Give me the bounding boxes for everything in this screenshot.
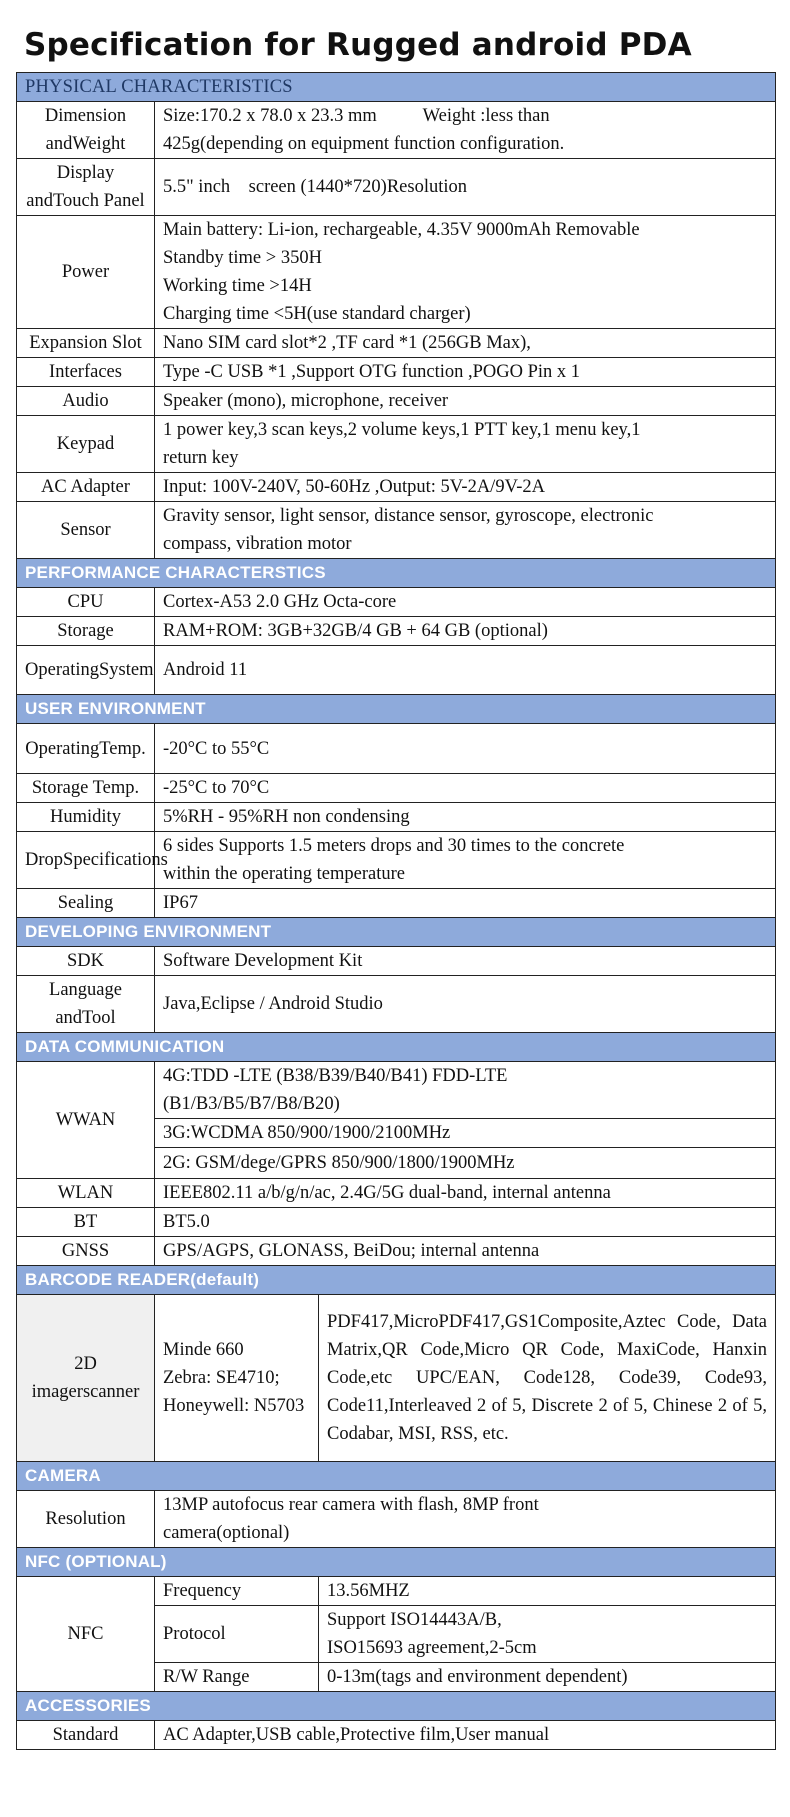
row-storage: [17, 617, 776, 646]
row-operating-temp: [17, 724, 776, 774]
row-value: 2G: GSM/dege/GPRS 850/900/1800/1900MHz: [155, 1148, 776, 1179]
row-label: Display andTouch Panel: [17, 159, 155, 216]
sub-label: R/W Range: [155, 1663, 319, 1692]
row-label: Power: [17, 216, 155, 329]
row-label: Dimension andWeight: [17, 102, 155, 159]
row-value: -20°C to 55°C: [155, 724, 776, 774]
row-value: IP67: [155, 889, 776, 918]
row-value: GPS/AGPS, GLONASS, BeiDou; internal antenna: [155, 1237, 776, 1266]
row-value: 0-13m(tags and environment dependent): [319, 1663, 776, 1692]
row-display: [17, 159, 776, 216]
section-header-data-communication: DATA COMMUNICATION: [17, 1033, 776, 1062]
row-value: Main battery: Li-ion, rechargeable, 4.35V 9000mAh Removable Standby time > 350H Working time >14H Charging time <5H(use standard charger): [155, 216, 776, 329]
row-label: NFC: [17, 1577, 155, 1692]
row-cpu: [17, 588, 776, 617]
row-label: Sensor: [17, 502, 155, 559]
row-humidity: [17, 803, 776, 832]
row-value: Java,Eclipse / Android Studio: [155, 976, 776, 1033]
row-interfaces: [17, 358, 776, 387]
row-storage-temp: [17, 774, 776, 803]
row-value: Gravity sensor, light sensor, distance sensor, gyroscope, electronic compass, vibration motor: [155, 502, 776, 559]
row-label: 2D imagerscanner: [17, 1295, 155, 1462]
row-label: Interfaces: [17, 358, 155, 387]
row-value: IEEE802.11 a/b/g/n/ac, 2.4G/5G dual-band, internal antenna: [155, 1179, 776, 1208]
row-value: Input: 100V-240V, 50-60Hz ,Output: 5V-2A/9V-2A: [155, 473, 776, 502]
row-drop: [17, 832, 776, 889]
row-keypad: [17, 416, 776, 473]
section-header-user-environment: USER ENVIRONMENT: [17, 695, 776, 724]
row-value: 1 power key,3 scan keys,2 volume keys,1 PTT key,1 menu key,1 return key: [155, 416, 776, 473]
row-value: 4G:TDD -LTE (B38/B39/B40/B41) FDD-LTE (B1/B3/B5/B7/B8/B20): [155, 1062, 776, 1119]
row-value: 13.56MHZ: [319, 1577, 776, 1606]
section-header-accessories: ACCESSORIES: [17, 1692, 776, 1721]
symbologies: PDF417,MicroPDF417,GS1Composite,Aztec Code, Data Matrix,QR Code,Micro QR Code, MaxiCode, Hanxin Code,etc UPC/EAN, Code128, Code39, Code93, Code11,Interleaved 2 of 5, Discrete 2 of 5, Chinese 2 of 5, Codabar, MSI, RSS, etc.: [319, 1295, 776, 1462]
row-value: Speaker (mono), microphone, receiver: [155, 387, 776, 416]
row-value: Nano SIM card slot*2 ,TF card *1 (256GB Max),: [155, 329, 776, 358]
section-header-barcode-reader: BARCODE READER(default): [17, 1266, 776, 1295]
row-sdk: [17, 947, 776, 976]
row-value: Support ISO14443A/B, ISO15693 agreement,2-5cm: [319, 1606, 776, 1663]
row-label: Sealing: [17, 889, 155, 918]
row-value: 13MP autofocus rear camera with flash, 8MP front camera(optional): [155, 1491, 776, 1548]
row-power: [17, 216, 776, 329]
row-label: Audio: [17, 387, 155, 416]
row-value: 6 sides Supports 1.5 meters drops and 30 times to the concrete within the operating temperature: [155, 832, 776, 889]
row-label: WLAN: [17, 1179, 155, 1208]
row-label: Resolution: [17, 1491, 155, 1548]
row-value: 3G:WCDMA 850/900/1900/2100MHz: [155, 1119, 776, 1148]
scanner-engines: Minde 660 Zebra: SE4710; Honeywell: N5703: [155, 1295, 319, 1462]
sub-label: Protocol: [155, 1606, 319, 1663]
row-ac-adapter: [17, 473, 776, 502]
row-gnss: [17, 1237, 776, 1266]
row-wwan-4g: [17, 1062, 776, 1119]
row-value: BT5.0: [155, 1208, 776, 1237]
row-value: -25°C to 70°C: [155, 774, 776, 803]
row-value: 5.5" inch screen (1440*720)Resolution: [155, 159, 776, 216]
row-language: [17, 976, 776, 1033]
row-2d-imager: [17, 1295, 776, 1462]
row-os: [17, 646, 776, 695]
section-header-physical: PHYSICAL CHARACTERISTICS: [17, 73, 776, 102]
row-value: Size:170.2 x 78.0 x 23.3 mm Weight :less than 425g(depending on equipment function configuration.: [155, 102, 776, 159]
row-label: Expansion Slot: [17, 329, 155, 358]
row-label: WWAN: [17, 1062, 155, 1179]
row-label: Storage: [17, 617, 155, 646]
section-header-performance: PERFORMANCE CHARACTERSTICS: [17, 559, 776, 588]
sub-label: Frequency: [155, 1577, 319, 1606]
row-label: BT: [17, 1208, 155, 1237]
section-header-developing-environment: DEVELOPING ENVIRONMENT: [17, 918, 776, 947]
spec-table: [16, 72, 776, 1750]
row-value: 5%RH - 95%RH non condensing: [155, 803, 776, 832]
row-value: Software Development Kit: [155, 947, 776, 976]
row-label: DropSpecifications: [17, 832, 155, 889]
row-nfc-frequency: [17, 1577, 776, 1606]
row-expansion: [17, 329, 776, 358]
page-title: Specification for Rugged android PDA: [24, 27, 692, 63]
row-label: Keypad: [17, 416, 155, 473]
row-audio: [17, 387, 776, 416]
row-value: RAM+ROM: 3GB+32GB/4 GB + 64 GB (optional): [155, 617, 776, 646]
section-header-camera: CAMERA: [17, 1462, 776, 1491]
row-sealing: [17, 889, 776, 918]
row-standard: [17, 1721, 776, 1750]
row-sensor: [17, 502, 776, 559]
row-dimension: [17, 102, 776, 159]
row-label: Standard: [17, 1721, 155, 1750]
row-label: SDK: [17, 947, 155, 976]
row-value: Type -C USB *1 ,Support OTG function ,POGO Pin x 1: [155, 358, 776, 387]
row-label: OperatingSystem: [17, 646, 155, 695]
row-wlan: [17, 1179, 776, 1208]
row-bt: [17, 1208, 776, 1237]
row-value: Android 11: [155, 646, 776, 695]
row-resolution: [17, 1491, 776, 1548]
row-value: AC Adapter,USB cable,Protective film,User manual: [155, 1721, 776, 1750]
row-label: Language andTool: [17, 976, 155, 1033]
row-label: Storage Temp.: [17, 774, 155, 803]
row-label: OperatingTemp.: [17, 724, 155, 774]
row-value: Cortex-A53 2.0 GHz Octa-core: [155, 588, 776, 617]
section-header-nfc: NFC (OPTIONAL): [17, 1548, 776, 1577]
row-label: Humidity: [17, 803, 155, 832]
row-label: AC Adapter: [17, 473, 155, 502]
row-label: CPU: [17, 588, 155, 617]
row-label: GNSS: [17, 1237, 155, 1266]
